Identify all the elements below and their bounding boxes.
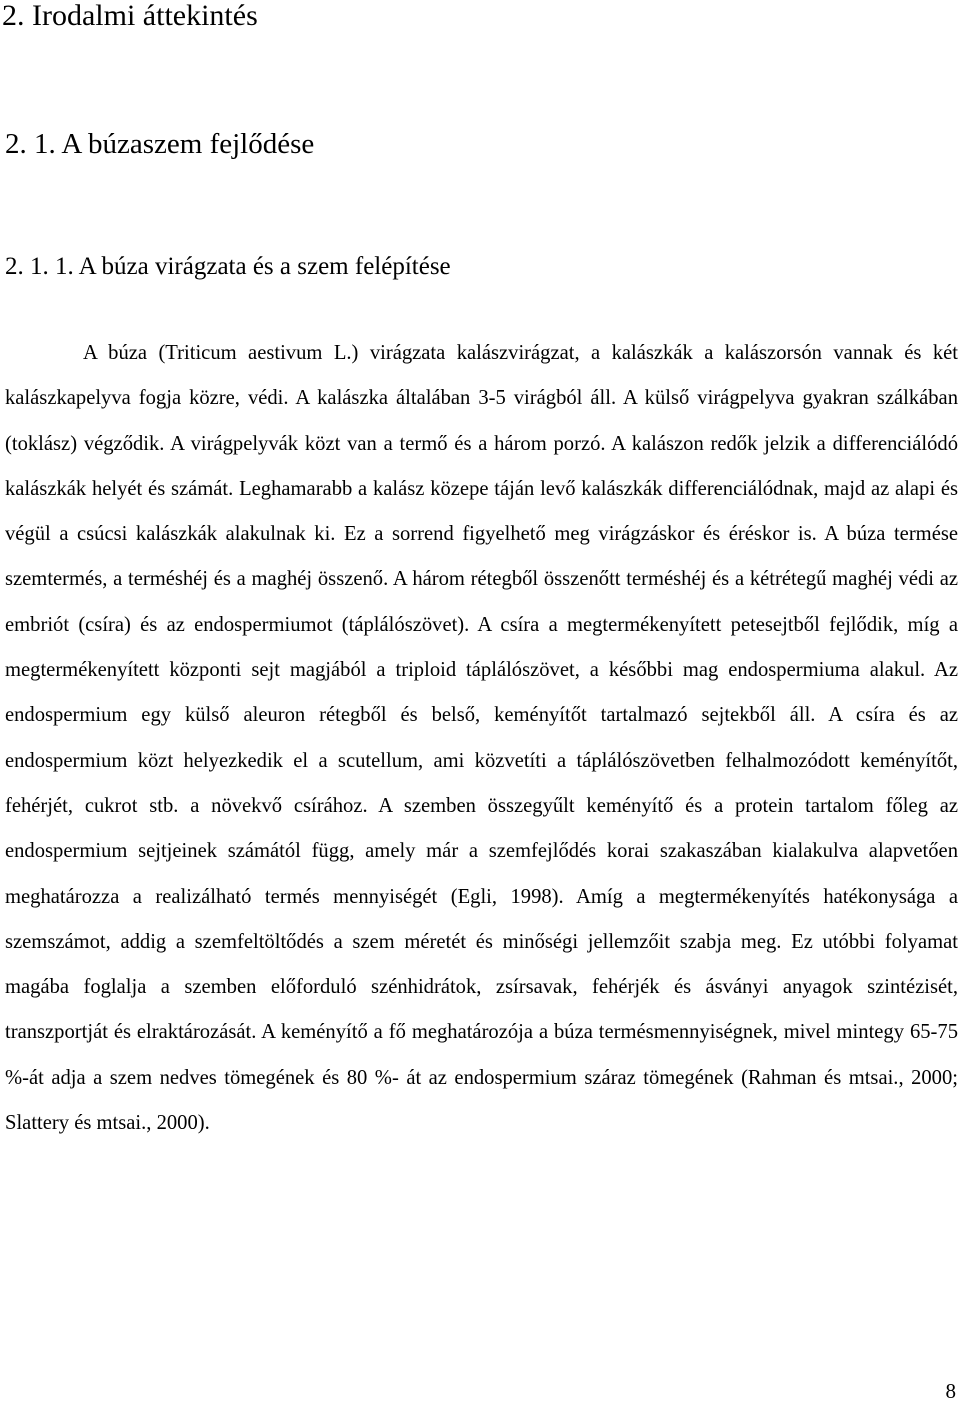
section-heading: 2. 1. A búzaszem fejlődése [5,128,315,160]
chapter-heading: 2. Irodalmi áttekintés [2,0,258,32]
subsection-heading: 2. 1. 1. A búza virágzata és a szem felépítése [5,253,451,280]
page-number: 8 [945,1379,956,1403]
body-paragraph: A búza (Triticum aestivum L.) virágzata kalászvirágzat, a kalászkák a kalászorsón vannak és két kalászkapelyva fogja közre, védi. A kalászka általában 3-5 virágból áll. A külső virágpelyva gyakran szálkában (toklász) végződik. A virágpelyvák közt van a termő és a három porzó. A kalászon redők jelzik a differenciálódó kalászkák helyét és számát. Leghamarabb a kalász közepe táján levő kalászkák differenciálódnak, majd az alapi és végül a csúcsi kalászkák alakulnak ki. Ez a sorrend figyelhető meg virágzáskor és éréskor is. A búza termése szemtermés, a terméshéj és a maghéj összenő. A három rétegből összenőtt terméshéj és a kétrétegű maghéj védi az embriót (csíra) és az endospermiumot (táplálószövet). A csíra a megtermékenyített petesejtből fejlődik, míg a megtermékenyített központi sejt magjából a triploid táplálószövet, a későbbi mag endospermiuma alakul. Az endospermium egy külső aleuron rétegből és belső, keményítőt tartalmazó sejtekből áll. A csíra és az endospermium közt helyezkedik el a scutellum, ami közvetíti a táplálószövetben felhalmozódott keményítőt, fehérjét, cukrot stb. a növekvő csírához. A szemben összegyűlt keményítő és a protein tartalom főleg az endospermium sejtjeinek számától függ, amely már a szemfejlődés korai szakaszában kialakulva alapvetően meghatározza a realizálható termés mennyiségét (Egli, 1998). Amíg a megtermékenyítés hatékonysága a szemszámot, addig a szemfeltöltődés a szem méretét és minőségi jellemzőit szabja meg. Ez utóbbi folyamat magába foglalja a szemben előforduló szénhidrátok, zsírsavak, fehérjék és ásványi anyagok szintézisét, transzportját és elraktározását. A keményítő a fő meghatározója a búza termésmennyiségnek, mivel mintegy 65-75 %-át adja a szem nedves tömegének és 80 %- át az endospermium száraz tömegének (Rahman és mtsai., 2000; Slattery és mtsai., 2000). [5,342,958,1135]
